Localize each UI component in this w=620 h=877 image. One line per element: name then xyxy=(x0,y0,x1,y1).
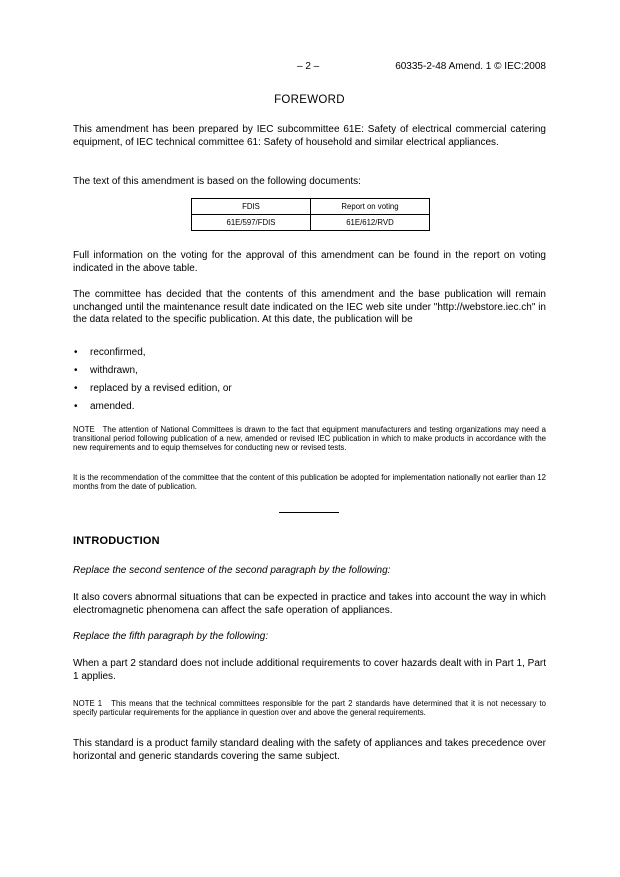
foreword-paragraph-3: Full information on the voting for the approval of this amendment can be found in the report on voting indicated in the above table. xyxy=(73,250,546,274)
list-item: • reconfirmed, xyxy=(74,347,146,358)
page-number: – 2 – xyxy=(297,61,320,72)
list-item: • amended. xyxy=(74,401,135,412)
bullet-icon: • xyxy=(74,365,78,376)
table-row xyxy=(192,215,430,231)
introduction-instruction-1: Replace the second sentence of the second paragraph by the following: xyxy=(73,565,391,576)
table-header-cell: Report on voting xyxy=(311,199,430,215)
introduction-paragraph-3: This standard is a product family standard dealing with the safety of appliances and takes precedence over horizontal and generic standards covering the same subject. xyxy=(73,738,546,762)
list-item: • withdrawn, xyxy=(74,365,138,376)
introduction-paragraph-1: It also covers abnormal situations that can be expected in practice and takes into account the way in which electromagnetic phenomena can affect the safe operation of appliances. xyxy=(73,592,546,616)
foreword-recommendation: It is the recommendation of the committee that the content of this publication be adopted for implementation nationally not earlier than 12 months from the date of publication. xyxy=(73,473,546,492)
document-reference: 60335-2-48 Amend. 1 © IEC:2008 xyxy=(395,61,546,72)
table-header-cell: FDIS xyxy=(192,199,311,215)
foreword-paragraph-2: The text of this amendment is based on the following documents: xyxy=(73,176,361,187)
foreword-note: NOTE The attention of National Committees is drawn to the fact that equipment manufacturers and testing organizations may need a transitional period following publication of a new, amended or revised IEC publication in which to make products in accordance with the new requirements and to equip themselves for conducting new or revised tests. xyxy=(73,425,549,453)
table-cell: 61E/612/RVD xyxy=(311,215,430,231)
foreword-paragraph-4: The committee has decided that the contents of this amendment and the base publication will remain unchanged until the maintenance result date indicated on the IEC web site under "http://webstore.iec.ch" in the data related to the specific publication. At this date, the publication will be xyxy=(73,289,546,326)
foreword-title: FOREWORD xyxy=(274,94,345,106)
introduction-paragraph-2: When a part 2 standard does not include additional requirements to cover hazards dealt with in Part 1, Part 1 applies. xyxy=(73,658,546,682)
bullet-icon: • xyxy=(74,401,78,412)
bullet-icon: • xyxy=(74,347,78,358)
introduction-instruction-2: Replace the fifth paragraph by the following: xyxy=(73,631,269,642)
documents-table xyxy=(191,198,430,231)
table-header-row xyxy=(192,199,430,215)
section-divider xyxy=(279,512,339,513)
page-header xyxy=(73,61,546,75)
foreword-paragraph-1: This amendment has been prepared by IEC subcommittee 61E: Safety of electrical commercial catering equipment, of IEC technical committee 61: Safety of household and similar electrical appliances. xyxy=(73,124,546,148)
introduction-note-1: NOTE 1 This means that the technical committees responsible for the part 2 standards have determined that it is not necessary to specify particular requirements for the appliance in question over and above the general requirements. xyxy=(73,699,549,718)
list-item: • replaced by a revised edition, or xyxy=(74,383,232,394)
table-cell: 61E/597/FDIS xyxy=(192,215,311,231)
introduction-title: INTRODUCTION xyxy=(73,535,160,547)
bullet-icon: • xyxy=(74,383,78,394)
bullet-list xyxy=(73,347,546,419)
